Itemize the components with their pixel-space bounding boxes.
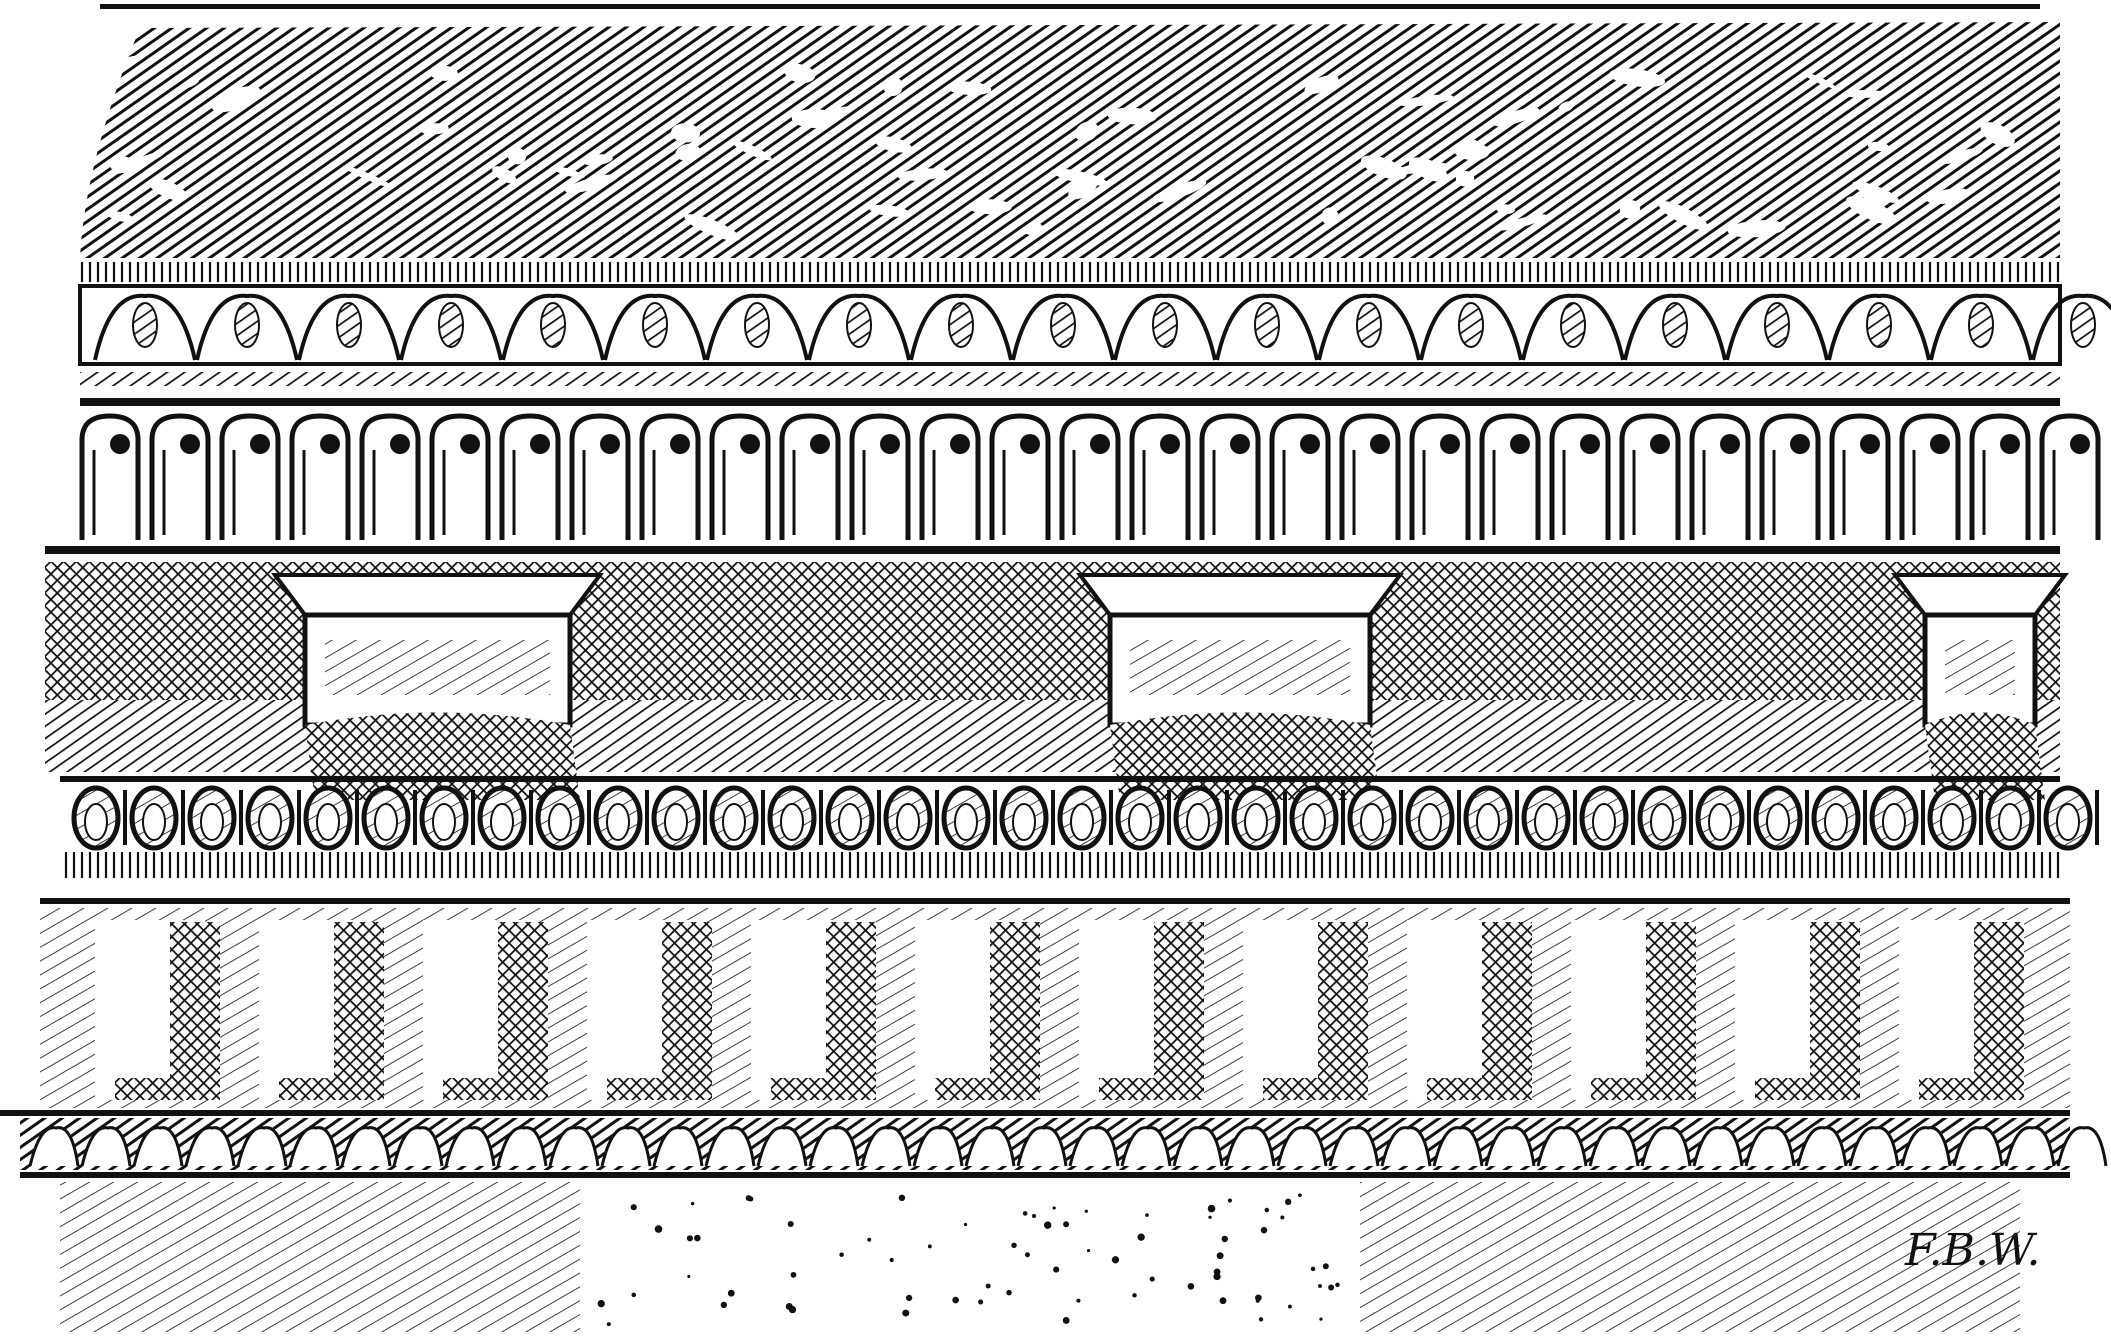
bracket-capital bbox=[1895, 575, 2065, 615]
bracket-capital bbox=[1080, 575, 1400, 615]
dentil-shadow bbox=[1318, 922, 1368, 1100]
speck bbox=[687, 1235, 693, 1241]
bottom-frieze-rule-bottom bbox=[20, 1172, 2070, 1178]
speck bbox=[598, 1300, 605, 1307]
speck bbox=[1311, 1267, 1316, 1272]
egg-core bbox=[1999, 804, 2021, 840]
speck bbox=[1208, 1205, 1216, 1213]
modillion-drop bbox=[320, 434, 340, 454]
dentil-base-shadow bbox=[935, 1078, 1040, 1100]
speck bbox=[1063, 1317, 1070, 1324]
anthemion-bud bbox=[1153, 303, 1177, 347]
wall-specks bbox=[598, 1193, 1340, 1326]
modillion-arch bbox=[1972, 416, 2028, 540]
modillion-drop bbox=[250, 434, 270, 454]
modillion-arch bbox=[1272, 416, 1328, 540]
dentil-shadow bbox=[1646, 922, 1696, 1100]
dentil-shadow bbox=[1974, 922, 2024, 1100]
modillion-band-rule-bottom bbox=[45, 546, 2060, 554]
anthemion-bud bbox=[1663, 303, 1687, 347]
speck bbox=[1023, 1211, 1028, 1216]
bracket-capital bbox=[275, 575, 600, 615]
leaf-moulding-band bbox=[80, 262, 2060, 282]
speck bbox=[1044, 1221, 1051, 1228]
speck bbox=[721, 1302, 727, 1308]
modillion-drop bbox=[1790, 434, 1810, 454]
modillion-arch bbox=[1552, 416, 1608, 540]
dentil-base-shadow bbox=[771, 1078, 876, 1100]
modillion-drop bbox=[1020, 434, 1040, 454]
egg-core bbox=[491, 804, 513, 840]
egg-core bbox=[1419, 804, 1441, 840]
anthemion-bud bbox=[133, 303, 157, 347]
egg-dart-rule-top bbox=[60, 776, 2060, 782]
modillion-arch-row bbox=[82, 416, 2098, 540]
speck bbox=[902, 1310, 909, 1317]
speck bbox=[1006, 1290, 1012, 1296]
speck bbox=[1063, 1221, 1069, 1227]
egg-and-dart-row bbox=[74, 788, 2097, 848]
modillion-drop bbox=[460, 434, 480, 454]
egg-core bbox=[781, 804, 803, 840]
modillion-arch bbox=[1342, 416, 1398, 540]
speck bbox=[1217, 1252, 1224, 1259]
anthemion-bud bbox=[1357, 303, 1381, 347]
modillion-drop bbox=[1510, 434, 1530, 454]
speck bbox=[1285, 1199, 1291, 1205]
dentil-shadow bbox=[990, 922, 1040, 1100]
speck bbox=[694, 1235, 701, 1242]
modillion-drop bbox=[950, 434, 970, 454]
modillion-drop bbox=[110, 434, 130, 454]
speck bbox=[1132, 1293, 1136, 1297]
dentil-shadow bbox=[1154, 922, 1204, 1100]
speck bbox=[1188, 1283, 1195, 1290]
dentil-base-shadow bbox=[115, 1078, 220, 1100]
speck bbox=[1265, 1208, 1270, 1213]
speck bbox=[1328, 1284, 1334, 1290]
bracket-shadow bbox=[1110, 713, 1380, 801]
modillion-arch bbox=[1062, 416, 1118, 540]
speck bbox=[655, 1225, 663, 1233]
egg-core bbox=[1651, 804, 1673, 840]
egg-core bbox=[1361, 804, 1383, 840]
speck bbox=[607, 1322, 611, 1326]
speck bbox=[1032, 1214, 1036, 1218]
modillion-drop bbox=[1160, 434, 1180, 454]
speck bbox=[899, 1195, 905, 1201]
dentil-shadow bbox=[334, 922, 384, 1100]
egg-core bbox=[1071, 804, 1093, 840]
speck bbox=[1087, 1249, 1090, 1252]
egg-core bbox=[607, 804, 629, 840]
dentil-base-shadow bbox=[1919, 1078, 2024, 1100]
speck bbox=[1011, 1243, 1016, 1248]
dentil-base-shadow bbox=[1755, 1078, 1860, 1100]
egg-core bbox=[1303, 804, 1325, 840]
bracket-ornament bbox=[1130, 640, 1350, 695]
egg-core bbox=[723, 804, 745, 840]
egg-core bbox=[549, 804, 571, 840]
modillion-drop bbox=[2070, 434, 2090, 454]
egg-core bbox=[955, 804, 977, 840]
speck bbox=[986, 1284, 991, 1289]
modillion-arch bbox=[1902, 416, 1958, 540]
modillion-arch bbox=[502, 416, 558, 540]
anthemion-bud bbox=[1051, 303, 1075, 347]
anthemion-bud bbox=[337, 303, 361, 347]
modillion-drop bbox=[1300, 434, 1320, 454]
modillion-arch bbox=[432, 416, 488, 540]
anthemion-bud bbox=[1969, 303, 1993, 347]
egg-core bbox=[317, 804, 339, 840]
modillion-drop bbox=[1580, 434, 1600, 454]
bead-reel-band bbox=[60, 852, 2060, 878]
modillion-arch bbox=[362, 416, 418, 540]
egg-core bbox=[1767, 804, 1789, 840]
speck bbox=[631, 1293, 636, 1298]
speck bbox=[906, 1295, 912, 1301]
anthemion-bud bbox=[2071, 303, 2095, 347]
modillion-arch bbox=[1832, 416, 1888, 540]
modillion-arch bbox=[1762, 416, 1818, 540]
speck bbox=[1256, 1299, 1260, 1303]
egg-core bbox=[85, 804, 107, 840]
dentil-shadow bbox=[826, 922, 876, 1100]
speck bbox=[1259, 1317, 1263, 1321]
modillion-arch bbox=[852, 416, 908, 540]
wall-shading bbox=[60, 1182, 580, 1332]
speck bbox=[1085, 1210, 1088, 1213]
modillion-drop bbox=[1370, 434, 1390, 454]
egg-core bbox=[1593, 804, 1615, 840]
modillion-arch bbox=[152, 416, 208, 540]
egg-core bbox=[1709, 804, 1731, 840]
speck bbox=[1318, 1284, 1322, 1288]
egg-core bbox=[1941, 804, 1963, 840]
anthemion-bud bbox=[745, 303, 769, 347]
modillion-arch bbox=[222, 416, 278, 540]
speck bbox=[839, 1252, 843, 1256]
speck bbox=[631, 1204, 637, 1210]
dentil-base-shadow bbox=[443, 1078, 548, 1100]
modillion-arch bbox=[642, 416, 698, 540]
dentil-shadow bbox=[1482, 922, 1532, 1100]
modillion-arch bbox=[1132, 416, 1188, 540]
egg-core bbox=[839, 804, 861, 840]
modillion-drop bbox=[810, 434, 830, 454]
speck bbox=[746, 1195, 752, 1201]
speck bbox=[691, 1202, 694, 1205]
speck bbox=[1319, 1317, 1322, 1320]
speck bbox=[1145, 1213, 1149, 1217]
bracket-ornament bbox=[325, 640, 550, 695]
anthemion-bud bbox=[1561, 303, 1585, 347]
modillion-drop bbox=[1440, 434, 1460, 454]
bottom-frieze-rule-top bbox=[0, 1110, 2070, 1116]
modillion-drop bbox=[1090, 434, 1110, 454]
modillion-drop bbox=[1230, 434, 1250, 454]
speck bbox=[1150, 1276, 1155, 1281]
egg-core bbox=[201, 804, 223, 840]
egg-core bbox=[665, 804, 687, 840]
egg-core bbox=[897, 804, 919, 840]
modillion-drop bbox=[2000, 434, 2020, 454]
anthemion-bud bbox=[949, 303, 973, 347]
speck bbox=[952, 1297, 959, 1304]
modillion-drop bbox=[1930, 434, 1950, 454]
speck bbox=[788, 1221, 794, 1227]
anthemion-bud bbox=[439, 303, 463, 347]
speck bbox=[1112, 1256, 1119, 1263]
egg-core bbox=[1883, 804, 1905, 840]
modillion-drop bbox=[600, 434, 620, 454]
speck bbox=[1053, 1266, 1059, 1272]
modillion-arch bbox=[1412, 416, 1468, 540]
speck bbox=[728, 1290, 735, 1297]
egg-core bbox=[1187, 804, 1209, 840]
egg-core bbox=[1129, 804, 1151, 840]
anthemion-bud bbox=[643, 303, 667, 347]
modillion-arch bbox=[572, 416, 628, 540]
modillion-drop bbox=[1860, 434, 1880, 454]
speck bbox=[791, 1272, 797, 1278]
egg-core bbox=[2057, 804, 2079, 840]
modillion-arch bbox=[1482, 416, 1538, 540]
modillion-drop bbox=[180, 434, 200, 454]
modillion-arch bbox=[712, 416, 768, 540]
speck bbox=[789, 1306, 796, 1313]
anthemion-bud bbox=[1867, 303, 1891, 347]
speck bbox=[1323, 1263, 1329, 1269]
speck bbox=[1335, 1283, 1339, 1287]
bracket-ornament bbox=[1945, 640, 2015, 695]
speck bbox=[1288, 1305, 1292, 1309]
speck bbox=[964, 1223, 967, 1226]
speck bbox=[1213, 1273, 1220, 1280]
anthemion-bud bbox=[1459, 303, 1483, 347]
dentil-base-shadow bbox=[607, 1078, 712, 1100]
modillion-arch bbox=[82, 416, 138, 540]
speck bbox=[1280, 1215, 1284, 1219]
modillion-band-rule-top bbox=[80, 398, 2060, 406]
dentil-base-shadow bbox=[1263, 1078, 1368, 1100]
speck bbox=[1076, 1299, 1080, 1303]
leaf-moulding-rule bbox=[80, 372, 2060, 386]
speck bbox=[867, 1238, 871, 1242]
modillion-arch bbox=[1692, 416, 1748, 540]
egg-core bbox=[259, 804, 281, 840]
speck bbox=[928, 1244, 932, 1248]
modillion-drop bbox=[670, 434, 690, 454]
speck bbox=[1053, 1206, 1056, 1209]
dentil-shadow bbox=[1810, 922, 1860, 1100]
dentil-base-shadow bbox=[1427, 1078, 1532, 1100]
bracket-shadow bbox=[1925, 713, 2045, 801]
egg-core bbox=[433, 804, 455, 840]
dentil-shadow bbox=[170, 922, 220, 1100]
egg-core bbox=[1245, 804, 1267, 840]
modillion-arch bbox=[782, 416, 838, 540]
speck bbox=[1208, 1216, 1211, 1219]
anthemion-bud bbox=[1255, 303, 1279, 347]
dentil-base-shadow bbox=[1099, 1078, 1204, 1100]
speck bbox=[1220, 1297, 1227, 1304]
speck bbox=[687, 1275, 690, 1278]
modillion-arch bbox=[2042, 416, 2098, 540]
dentil-shadow bbox=[662, 922, 712, 1100]
modillion-arch bbox=[1202, 416, 1258, 540]
speck bbox=[1228, 1198, 1232, 1202]
egg-core bbox=[143, 804, 165, 840]
modillion-arch bbox=[292, 416, 348, 540]
top-rule bbox=[100, 4, 2040, 9]
modillion-drop bbox=[880, 434, 900, 454]
speck bbox=[1222, 1236, 1228, 1242]
anthemion-bud bbox=[1765, 303, 1789, 347]
dentil-base-shadow bbox=[279, 1078, 384, 1100]
artist-signature: F.B.W. bbox=[1905, 1225, 2041, 1276]
modillion-arch bbox=[992, 416, 1048, 540]
modillion-drop bbox=[1720, 434, 1740, 454]
anthemion-bud bbox=[235, 303, 259, 347]
egg-core bbox=[1477, 804, 1499, 840]
speck bbox=[978, 1299, 983, 1304]
egg-core bbox=[1535, 804, 1557, 840]
egg-core bbox=[1013, 804, 1035, 840]
dentil-shadow bbox=[498, 922, 548, 1100]
egg-core bbox=[375, 804, 397, 840]
anthemion-bud bbox=[847, 303, 871, 347]
modillion-drop bbox=[1650, 434, 1670, 454]
modillion-drop bbox=[740, 434, 760, 454]
modillion-arch bbox=[922, 416, 978, 540]
speck bbox=[890, 1258, 894, 1262]
dentil-base-shadow bbox=[1591, 1078, 1696, 1100]
modillion-arch bbox=[1622, 416, 1678, 540]
anthemion-bud bbox=[541, 303, 565, 347]
speck bbox=[1025, 1252, 1030, 1257]
egg-dart-rule-bottom bbox=[40, 898, 2070, 904]
speck bbox=[1261, 1227, 1267, 1233]
modillion-drop bbox=[390, 434, 410, 454]
modillion-drop bbox=[530, 434, 550, 454]
speck bbox=[1298, 1193, 1302, 1197]
egg-core bbox=[1825, 804, 1847, 840]
speck bbox=[1138, 1234, 1145, 1241]
